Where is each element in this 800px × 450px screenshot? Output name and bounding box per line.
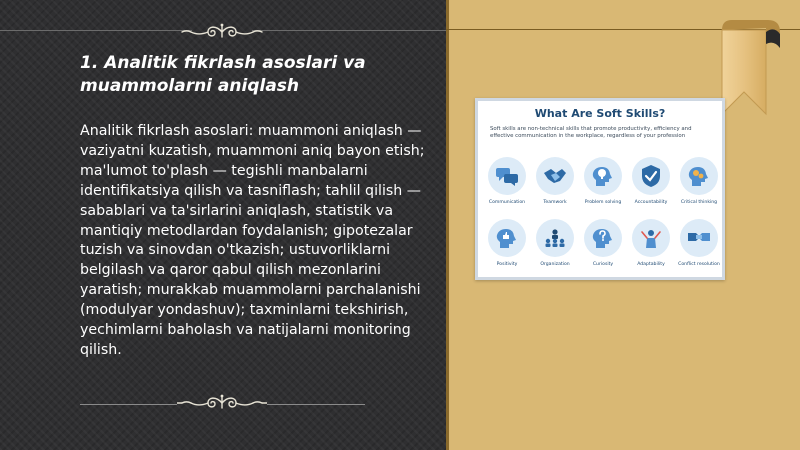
bottom-scroll-ornament-icon [177,393,267,413]
handshake-icon [542,165,568,187]
skill-problem-solving [580,157,626,205]
brain-gears-icon [686,164,712,188]
skill-label: Problem solving [584,200,622,205]
skill-label: Organization [540,262,570,267]
skill-conflict-resolution [676,219,722,267]
divider-line-left [0,30,192,31]
hands-shake-icon [686,227,712,249]
skill-critical-thinking [676,157,722,205]
skill-label: Positivity [496,262,518,267]
question-head-icon [590,226,616,250]
top-scroll-ornament-icon [177,22,267,42]
bottom-divider-line-right [267,404,365,405]
skill-label: Accountability [634,200,668,205]
slide-body-text: Analitik fikrlash asoslari: muammoni aniqlash — vaziyatni kuzatish, muammoni aniq bayon etish; ma'lumot to'plash — tegishli manbalarni identifikatsiya qilish va tasniflash; tahlil qilish — sabablari va ta'sirlarini aniqlash, statistik va mantiqiy metodlardan foydalanish; gipotezalar tuzish va sinovdan o'tkazish; ustuvorliklarni belgilash va qaror qabul qilish mezonlarini yaratish; murakkab muammolarni parchalanishi (modulyar yondashuv); taxminlarni tekshirish, yechimlarni baholash va natijalarni monitoring qilish. [80,123,425,358]
divider-line-right [252,30,446,31]
skill-adaptability [628,219,674,267]
lightbulb-head-icon [590,164,616,188]
skills-grid [484,157,722,277]
speech-bubbles-icon [494,165,520,187]
skill-label: Conflict resolution [678,262,720,267]
skill-label: Adaptability [637,262,665,267]
infographic-subtitle: Soft skills are non-technical skills that promote productivity, efficiency and effective communication in the workplace, regardless of your profession [490,126,692,139]
skill-label: Communication [488,200,526,205]
skill-accountability [628,157,674,205]
thumbs-up-head-icon [494,226,520,250]
skill-curiosity [580,219,626,267]
skill-label: Curiosity [592,262,614,267]
bottom-divider-line-left [80,404,177,405]
org-chart-icon [542,227,568,249]
skill-communication [484,157,530,205]
slide-title: 1. Analitik fikrlash asoslari va muammolarni aniqlash [80,53,366,96]
skill-label: Teamwork [543,200,567,205]
shield-check-icon [639,163,663,189]
skill-organization [532,219,578,267]
infographic-title: What Are Soft Skills? [534,107,666,120]
soft-skills-infographic [475,98,725,280]
skill-teamwork [532,157,578,205]
bookmark-ribbon-icon [716,18,782,116]
skill-label: Critical thinking [680,200,718,205]
skill-positivity [484,219,530,267]
person-arrows-icon [638,226,664,250]
